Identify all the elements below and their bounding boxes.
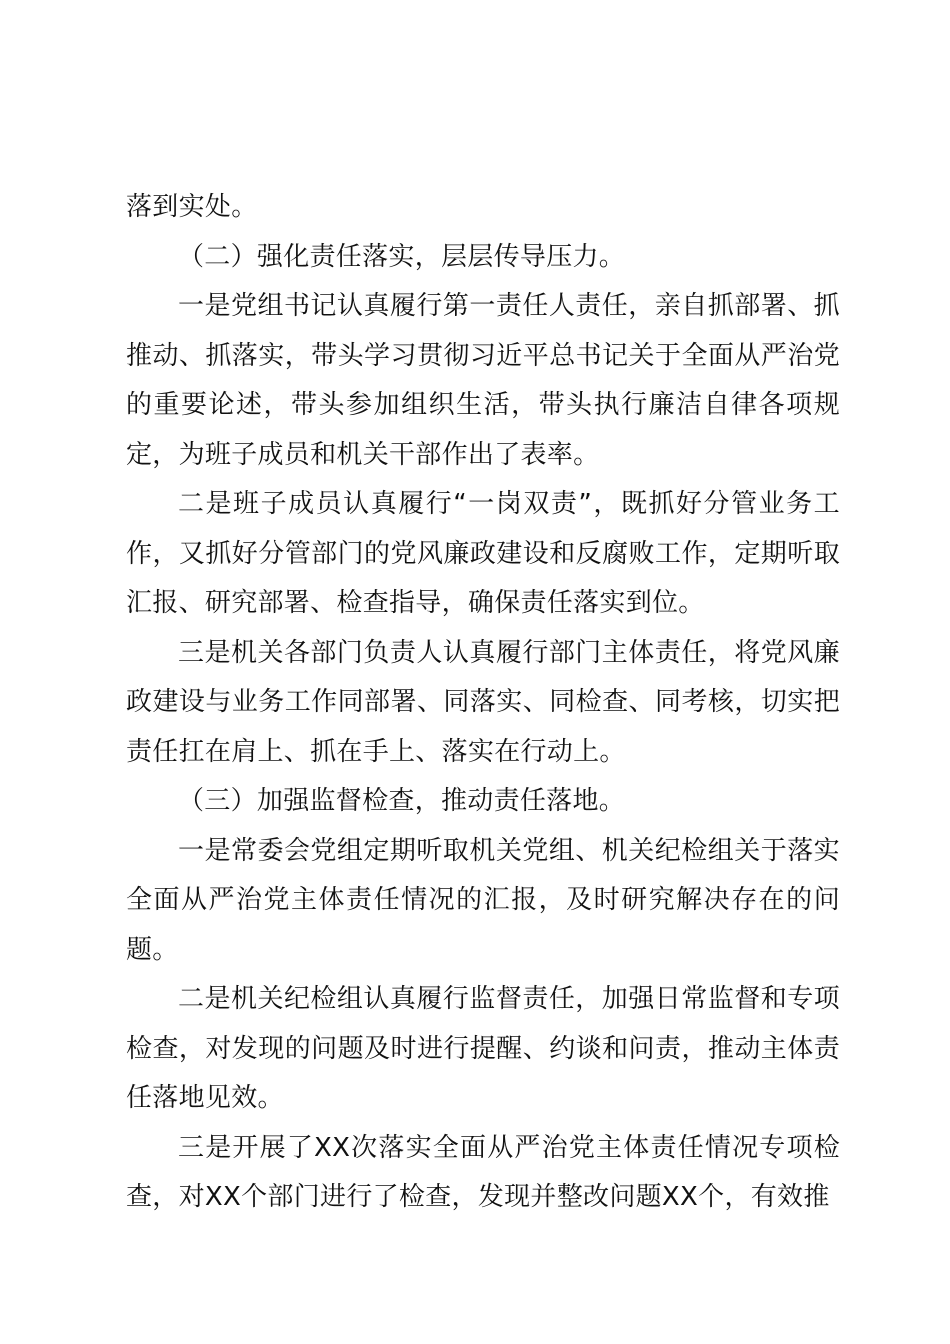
section-heading-2: （二）强化责任落实，层层传导压力。 xyxy=(178,241,626,272)
document-body xyxy=(126,183,840,1223)
paragraph: 二是班子成员认真履行“一岗双责”，既抓好分管业务工作，又抓好分管部门的党风廉政建设和反腐败工作，定期听取汇报、研究部署、检查指导，确保责任落实到位。 xyxy=(126,489,840,618)
paragraph-continuation: 落到实处。 xyxy=(126,192,258,222)
section-heading-3: （三）加强监督检查，推动责任落地。 xyxy=(178,786,626,816)
paragraph: 三是机关各部门负责人认真履行部门主体责任，将党风廉政建设与业务工作同部署、同落实、同检查、同考核，切实把责任扛在肩上、抓在手上、落实在行动上。 xyxy=(126,637,840,767)
paragraph: 三是开展了XX次落实全面从严治党主体责任情况专项检查，对XX个部门进行了检查，发现并整改问题XX个，有效推 xyxy=(126,1132,840,1212)
paragraph: 二是机关纪检组认真履行监督责任，加强日常监督和专项检查，对发现的问题及时进行提醒、约谈和问责，推动主体责任落地见效。 xyxy=(126,984,840,1113)
paragraph: 一是党组书记认真履行第一责任人责任，亲自抓部署、抓推动、抓落实，带头学习贯彻习近平总书记关于全面从严治党的重要论述，带头参加组织生活，带头执行廉洁自律各项规定，为班子成员和机关干部作出了表率。 xyxy=(126,291,840,470)
paragraph: 一是常委会党组定期听取机关党组、机关纪检组关于落实全面从严治党主体责任情况的汇报，及时研究解决存在的问题。 xyxy=(126,835,840,965)
